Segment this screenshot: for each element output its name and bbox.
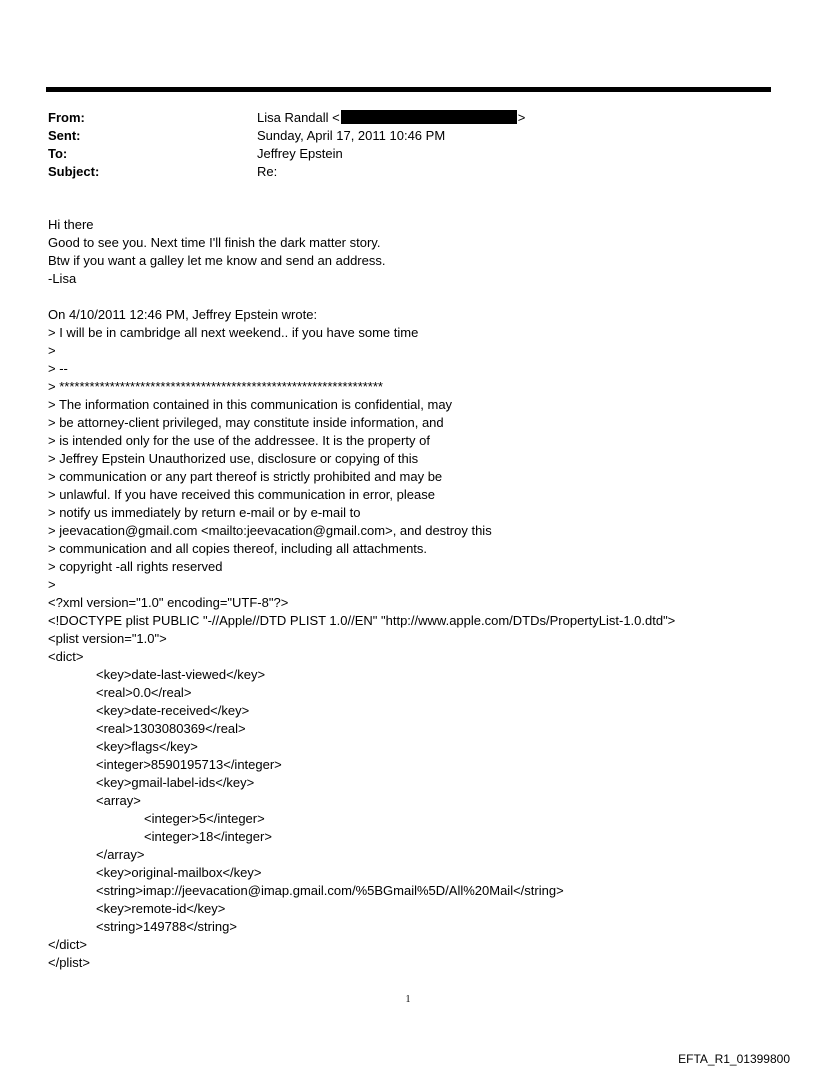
- plist-entry: <string>imap://jeevacation@imap.gmail.com/%5BGmail%5D/All%20Mail</string>: [96, 883, 564, 898]
- sent-label: Sent:: [48, 128, 81, 143]
- plist-entry: <key>original-mailbox</key>: [96, 865, 262, 880]
- from-row: [48, 109, 748, 127]
- blank-line: [48, 288, 788, 306]
- plist-entry: <integer>8590195713</integer>: [96, 757, 282, 772]
- email-header: [48, 109, 748, 181]
- quoted-line: > notify us immediately by return e-mail or by e-mail to: [48, 505, 361, 520]
- plist-close: </plist>: [48, 955, 90, 970]
- quoted-line: > --: [48, 361, 68, 376]
- quoted-line: > be attorney-client privileged, may constitute inside information, and: [48, 415, 444, 430]
- plist-entry: <key>date-last-viewed</key>: [96, 667, 266, 682]
- quoted-line: > ****************************************************************: [48, 379, 383, 394]
- dict-open: <dict>: [48, 649, 84, 664]
- from-close: >: [517, 110, 526, 125]
- dict-close: </dict>: [48, 937, 88, 952]
- plist-entry: <key>gmail-label-ids</key>: [96, 775, 255, 790]
- quoted-line: > is intended only for the use of the addressee. It is the property of: [48, 433, 430, 448]
- from-value: [257, 109, 525, 127]
- quoted-line: > I will be in cambridge all next weekend.. if you have some time: [48, 325, 419, 340]
- quoted-line: > unlawful. If you have received this communication in error, please: [48, 487, 435, 502]
- header-rule: [46, 87, 771, 92]
- sent-value: Sunday, April 17, 2011 10:46 PM: [257, 128, 446, 143]
- bates-number: EFTA_R1_01399800: [678, 1052, 790, 1066]
- to-label: To:: [48, 146, 68, 161]
- quoted-line: > copyright -all rights reserved: [48, 559, 223, 574]
- sent-row: [48, 127, 748, 145]
- from-label: From:: [48, 110, 85, 125]
- plist-entry: <string>149788</string>: [96, 919, 237, 934]
- plist-open: <plist version="1.0">: [48, 631, 167, 646]
- quoted-line: > communication or any part thereof is strictly prohibited and may be: [48, 469, 443, 484]
- reply-line: Hi there: [48, 217, 94, 232]
- plist-entry: <key>remote-id</key>: [96, 901, 226, 916]
- reply-line: -Lisa: [48, 271, 77, 286]
- quoted-line: >: [48, 577, 56, 592]
- page-number: 1: [405, 994, 411, 1005]
- plist-entry: <key>date-received</key>: [96, 703, 250, 718]
- reply-line: Good to see you. Next time I'll finish the dark matter story.: [48, 235, 381, 250]
- plist-entry: </array>: [96, 847, 145, 862]
- redaction-bar: [341, 110, 517, 124]
- quoted-line: > communication and all copies thereof, including all attachments.: [48, 541, 428, 556]
- quoted-line: > jeevacation@gmail.com <mailto:jeevacation@gmail.com>, and destroy this: [48, 523, 492, 538]
- subject-value: Re:: [257, 164, 278, 179]
- plist-entry: <key>flags</key>: [96, 739, 198, 754]
- email-body: [48, 216, 788, 972]
- to-row: [48, 145, 748, 163]
- plist-entry: <real>0.0</real>: [96, 685, 192, 700]
- xml-declaration: <?xml version="1.0" encoding="UTF-8"?>: [48, 595, 289, 610]
- plist-entry: <array>: [96, 793, 141, 808]
- quoted-line: > The information contained in this communication is confidential, may: [48, 397, 453, 412]
- to-value: Jeffrey Epstein: [257, 146, 343, 161]
- subject-row: [48, 163, 748, 181]
- reply-line: Btw if you want a galley let me know and send an address.: [48, 253, 386, 268]
- from-name: Lisa Randall <: [257, 110, 340, 125]
- quoted-line: >: [48, 343, 56, 358]
- array-entry: <integer>5</integer>: [144, 811, 265, 826]
- quote-intro: On 4/10/2011 12:46 PM, Jeffrey Epstein wrote:: [48, 307, 318, 322]
- quoted-line: > Jeffrey Epstein Unauthorized use, disclosure or copying of this: [48, 451, 419, 466]
- plist-entry: <real>1303080369</real>: [96, 721, 246, 736]
- doctype-line: <!DOCTYPE plist PUBLIC "-//Apple//DTD PLIST 1.0//EN" "http://www.apple.com/DTDs/PropertyList-1.0.dtd">: [48, 613, 676, 628]
- subject-label: Subject:: [48, 164, 100, 179]
- array-entry: <integer>18</integer>: [144, 829, 272, 844]
